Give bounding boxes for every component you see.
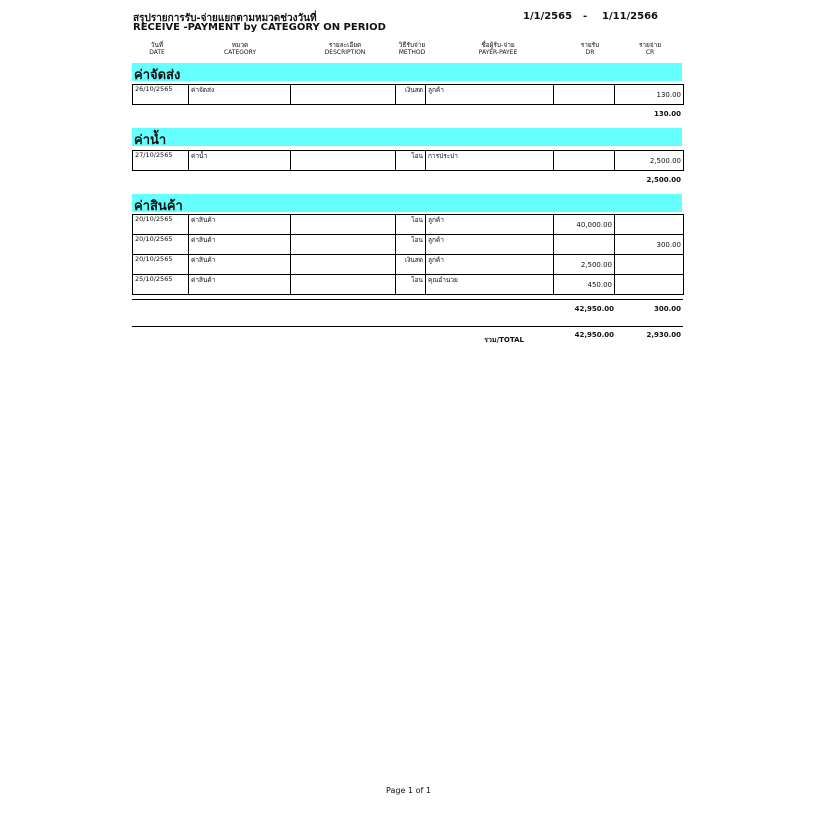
- grand-total-cr: 2,930.00: [646, 331, 681, 339]
- column-header-date: [138, 41, 176, 57]
- column-header-en: CATEGORY: [223, 49, 257, 56]
- cell-cr: 130.00: [615, 85, 684, 105]
- column-header-en: PAYER-PAYEE: [478, 49, 518, 56]
- column-header-th: หมวด: [231, 41, 249, 49]
- cell-category: ค่าจัดส่ง: [189, 85, 291, 105]
- column-header-category: [212, 41, 268, 57]
- cell-description: [291, 151, 396, 171]
- cell-method: เงินสด: [396, 85, 426, 105]
- cell-description: [291, 85, 396, 105]
- cell-cr: [615, 215, 684, 235]
- report-title-english: RECEIVE -PAYMENT by CATEGORY ON PERIOD: [133, 22, 386, 33]
- cell-method: โอน: [396, 235, 426, 255]
- cell-description: [291, 275, 396, 295]
- cell-cr: [615, 255, 684, 275]
- column-header-method: [390, 41, 434, 57]
- grand-total-dr: 42,950.00: [574, 331, 614, 339]
- cell-cr: [615, 275, 684, 295]
- period-to: 1/11/2566: [602, 11, 659, 22]
- group-header-water: [132, 128, 682, 146]
- cell-category: ค่าสินค้า: [189, 235, 291, 255]
- cell-description: [291, 215, 396, 235]
- column-header-th: ชื่อผู้รับ-จ่าย: [481, 41, 515, 49]
- group-title: ค่าจัดส่ง: [134, 68, 181, 83]
- grand-total-label: รวม/TOTAL: [484, 336, 524, 344]
- table-row: [133, 235, 684, 255]
- cell-date: 20/10/2565: [133, 235, 189, 255]
- cell-date: 20/10/2565: [133, 215, 189, 235]
- column-header-en: METHOD: [398, 49, 426, 56]
- subtotal-cr: 300.00: [653, 305, 681, 313]
- column-header-payee: [463, 41, 533, 57]
- cell-category: ค่าน้ำ: [189, 151, 291, 171]
- cell-payee: ลูกค้า: [426, 85, 554, 105]
- group-header-delivery: [132, 63, 682, 81]
- cell-category: ค่าสินค้า: [189, 275, 291, 295]
- table-row: [133, 275, 684, 295]
- cell-cr: 2,500.00: [615, 151, 684, 171]
- cell-category: ค่าสินค้า: [189, 255, 291, 275]
- cell-method: เงินสด: [396, 255, 426, 275]
- column-header-th: รายละเอียด: [328, 41, 362, 49]
- cell-date: 25/10/2565: [133, 275, 189, 295]
- page-number: Page 1 of 1: [386, 786, 431, 795]
- table-row: [133, 215, 684, 235]
- table-row: [133, 85, 684, 105]
- column-header-cr: [634, 41, 666, 57]
- group-header-goods: [132, 194, 682, 212]
- column-header-th: วิธีรับจ่าย: [398, 41, 426, 49]
- cell-dr: [554, 235, 615, 255]
- period-separator: -: [583, 11, 588, 22]
- column-header-th: รายจ่าย: [638, 41, 662, 49]
- cell-date: 26/10/2565: [133, 85, 189, 105]
- period-from: 1/1/2565: [523, 11, 573, 22]
- column-header-th: วันที่: [150, 41, 164, 49]
- group-table-delivery: [132, 84, 684, 105]
- cell-dr: 2,500.00: [554, 255, 615, 275]
- group-title: ค่าน้ำ: [134, 133, 167, 148]
- cell-method: โอน: [396, 215, 426, 235]
- report-title-thai: สรุปรายการรับ-จ่ายแยกตามหมวดช่วงวันที่: [133, 13, 317, 24]
- subtotal-dr: 42,950.00: [574, 305, 614, 313]
- column-header-en: DATE: [149, 49, 165, 56]
- cell-date: 27/10/2565: [133, 151, 189, 171]
- column-header-en: DESCRIPTION: [324, 49, 366, 56]
- column-header-en: CR: [645, 49, 655, 56]
- group-table-goods: [132, 214, 684, 295]
- column-header-dr: [574, 41, 606, 57]
- group-title: ค่าสินค้า: [134, 199, 183, 214]
- cell-payee: การประปา: [426, 151, 554, 171]
- cell-category: ค่าสินค้า: [189, 215, 291, 235]
- cell-payee: ลูกค้า: [426, 235, 554, 255]
- cell-date: 20/10/2565: [133, 255, 189, 275]
- column-header-en: DR: [585, 49, 595, 56]
- table-row: [133, 255, 684, 275]
- column-header-description: [312, 41, 378, 57]
- cell-dr: 450.00: [554, 275, 615, 295]
- subtotal-cr: 130.00: [653, 110, 681, 118]
- grand-total-rule: [132, 326, 683, 327]
- cell-dr: 40,000.00: [554, 215, 615, 235]
- subtotal-cr: 2,500.00: [646, 176, 681, 184]
- cell-method: โอน: [396, 275, 426, 295]
- table-row: [133, 151, 684, 171]
- cell-description: [291, 255, 396, 275]
- cell-description: [291, 235, 396, 255]
- cell-dr: [554, 151, 615, 171]
- cell-method: โอน: [396, 151, 426, 171]
- cell-payee: ลูกค้า: [426, 255, 554, 275]
- column-header-th: รายรับ: [580, 41, 600, 49]
- cell-payee: ลูกค้า: [426, 215, 554, 235]
- group-bottom-rule: [132, 299, 683, 300]
- cell-cr: 300.00: [615, 235, 684, 255]
- cell-dr: [554, 85, 615, 105]
- group-table-water: [132, 150, 684, 171]
- cell-payee: คุณอำนวย: [426, 275, 554, 295]
